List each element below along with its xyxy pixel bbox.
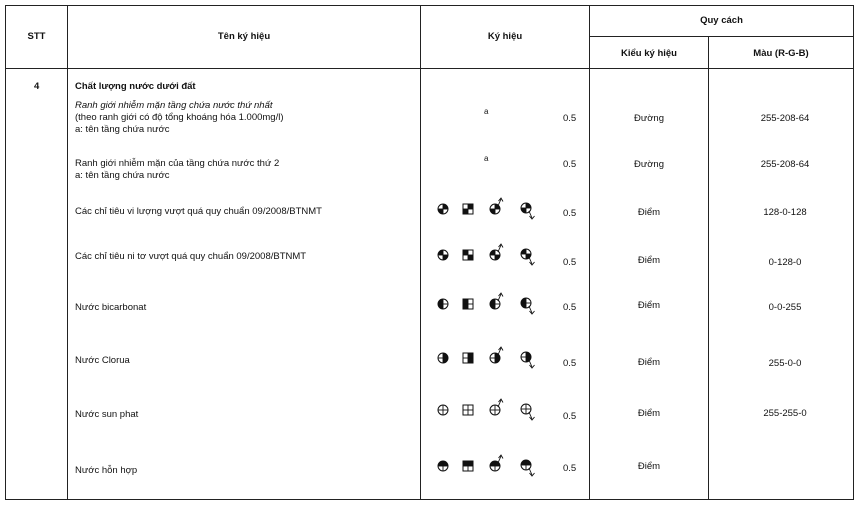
row-mau: 255-0-0 <box>768 358 802 369</box>
row-size: 0.5 <box>563 159 577 170</box>
row-mau: 255-255-0 <box>763 408 807 419</box>
square-symbol-fill <box>463 304 468 309</box>
row-kieu: Điểm <box>637 461 661 472</box>
square-symbol-fill <box>463 209 468 214</box>
row-kieu: Điểm <box>637 255 661 266</box>
row-mau: 255-208-64 <box>760 159 810 170</box>
row-kieu: Điểm <box>637 207 661 218</box>
row-name-line: Nước hỗn hợp <box>75 465 138 476</box>
row-size: 0.5 <box>563 463 577 474</box>
row-size: 0.5 <box>563 208 577 219</box>
row-size: 0.5 <box>563 257 577 268</box>
row-name-line: Nước bicarbonat <box>75 302 147 313</box>
row-name-line: Ranh giới nhiễm mặn của tầng chứa nước thứ 2 <box>75 158 280 169</box>
square-symbol-fill <box>463 299 468 304</box>
square-symbol-fill <box>463 250 468 255</box>
symbol-label: a <box>484 154 489 163</box>
row-name-line: Các chỉ tiêu vi lượng vượt quá quy chuẩn 09/2008/BTNMT <box>75 206 322 217</box>
header-quy-cach: Quy cách <box>700 15 743 26</box>
row-mau: 0-0-255 <box>768 302 802 313</box>
square-symbol-fill <box>468 255 473 260</box>
row-mau: 255-208-64 <box>760 113 810 124</box>
square-symbol-fill <box>468 358 473 363</box>
header-ten-ky-hieu: Tên ký hiệu <box>217 31 271 42</box>
header-stt: STT <box>27 31 46 42</box>
row-kieu: Điểm <box>637 408 661 419</box>
row-name-line: a: tên tầng chứa nước <box>75 124 170 135</box>
row-size: 0.5 <box>563 302 577 313</box>
row-name-line: Các chỉ tiêu ni tơ vượt quá quy chuẩn 09/2008/BTNMT <box>75 251 307 262</box>
square-symbol-fill <box>468 461 473 466</box>
header-mau: Màu (R-G-B) <box>753 48 809 59</box>
row-name-line: Nước sun phat <box>75 409 139 420</box>
row-kieu: Điểm <box>637 300 661 311</box>
row-size: 0.5 <box>563 113 577 124</box>
square-symbol-fill <box>468 353 473 358</box>
row-mau: 0-128-0 <box>768 257 802 268</box>
section-stt: 4 <box>34 81 40 92</box>
row-kieu: Đường <box>633 113 665 124</box>
row-size: 0.5 <box>563 358 577 369</box>
symbol-label: a <box>484 107 489 116</box>
row-name-line: Ranh giới nhiễm mặn tầng chứa nước thứ nhất <box>75 100 273 111</box>
row-kieu: Điểm <box>637 357 661 368</box>
square-symbol-fill <box>463 461 468 466</box>
row-mau: 128-0-128 <box>763 207 807 218</box>
row-name-line: Nước Clorua <box>75 355 130 366</box>
row-kieu: Đường <box>633 159 665 170</box>
header-kieu-ky-hieu: Kiểu ký hiệu <box>621 48 677 59</box>
square-symbol-fill <box>468 204 473 209</box>
row-name-line: (theo ranh giới có độ tổng khoáng hóa 1.000mg/l) <box>75 112 284 123</box>
row-size: 0.5 <box>563 411 577 422</box>
header-ky-hieu: Ký hiệu <box>487 31 523 42</box>
section-title: Chất lượng nước dưới đất <box>75 81 196 92</box>
row-name-line: a: tên tầng chứa nước <box>75 170 170 181</box>
